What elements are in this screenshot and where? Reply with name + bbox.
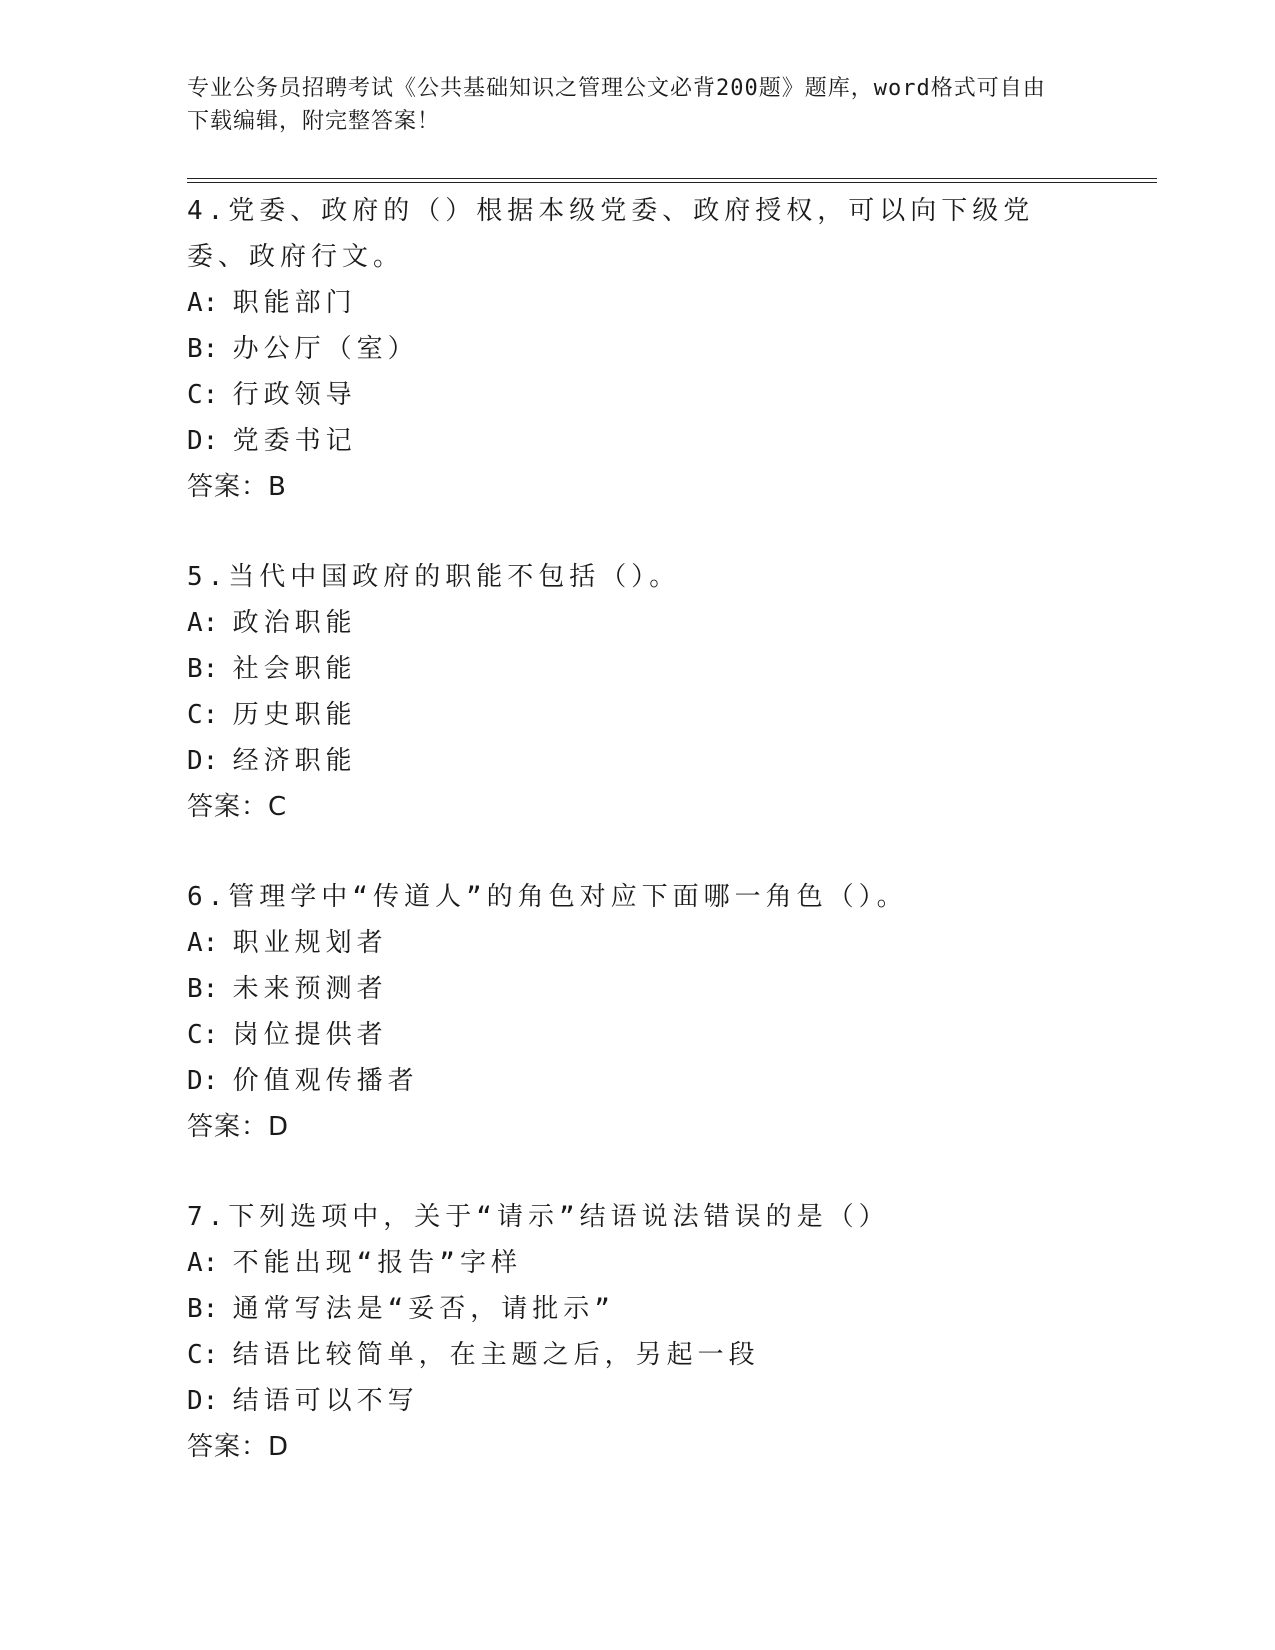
option-colon: :: [202, 608, 219, 638]
option-text: 价值观传播者: [232, 1066, 419, 1096]
question-item: [187, 874, 1067, 1150]
option-letter: D: [187, 1066, 203, 1096]
option-letter: D: [187, 1386, 203, 1416]
option-letter: B: [187, 1294, 203, 1324]
option-d: [187, 418, 1067, 464]
answer-label: 答案：D: [187, 1432, 290, 1462]
option-a: [187, 1240, 1067, 1286]
question-stem: 5.当代中国政府的职能不包括（）。: [187, 562, 681, 592]
question-item: [187, 554, 1067, 830]
option-a: [187, 280, 1067, 326]
option-colon: :: [202, 1248, 219, 1278]
option-text: 结语比较简单，在主题之后，另起一段: [232, 1340, 760, 1370]
option-letter: A: [187, 928, 203, 958]
option-text: 党委书记: [232, 426, 357, 456]
option-letter: B: [187, 334, 203, 364]
option-d: [187, 1058, 1067, 1104]
option-text: 未来预测者: [232, 974, 388, 1004]
option-letter: D: [187, 426, 203, 456]
option-c: [187, 692, 1067, 738]
option-letter: B: [187, 974, 203, 1004]
option-colon: :: [202, 1020, 219, 1050]
option-text: 职业规划者: [232, 928, 388, 958]
option-letter: D: [187, 746, 203, 776]
option-colon: :: [202, 1294, 219, 1324]
option-colon: :: [202, 974, 219, 1004]
option-text: 历史职能: [232, 700, 357, 730]
header-divider-top: [187, 178, 1157, 179]
option-text: 岗位提供者: [232, 1020, 388, 1050]
option-text: 结语可以不写: [232, 1386, 419, 1416]
option-d: [187, 738, 1067, 784]
option-b: [187, 646, 1067, 692]
option-b: [187, 966, 1067, 1012]
question-item: [187, 1194, 1067, 1470]
option-letter: C: [187, 700, 203, 730]
option-d: [187, 1378, 1067, 1424]
option-text: 职能部门: [232, 288, 357, 318]
option-b: [187, 1286, 1067, 1332]
option-text: 通常写法是“妥否，请批示”: [232, 1294, 615, 1324]
question-stem: 7.下列选项中，关于“请示”结语说法错误的是（）: [187, 1202, 890, 1232]
option-text: 行政领导: [232, 380, 357, 410]
answer-label: 答案：D: [187, 1112, 290, 1142]
option-text: 办公厅（室）: [232, 334, 419, 364]
option-letter: A: [187, 608, 203, 638]
option-letter: C: [187, 1340, 203, 1370]
option-colon: :: [202, 380, 219, 410]
option-colon: :: [202, 928, 219, 958]
answer-label: 答案：B: [187, 472, 287, 502]
option-colon: :: [202, 426, 219, 456]
option-letter: C: [187, 1020, 203, 1050]
option-a: [187, 920, 1067, 966]
option-text: 社会职能: [232, 654, 357, 684]
option-text: 不能出现“报告”字样: [232, 1248, 522, 1278]
question-stem: 4.党委、政府的（）根据本级党委、政府授权，可以向下级党委、政府行文。: [187, 196, 1035, 272]
option-c: [187, 1332, 1067, 1378]
option-colon: :: [202, 334, 219, 364]
document-intro: 专业公务员招聘考试《公共基础知识之管理公文必背200题》题库，word格式可自由下载编辑，附完整答案！: [187, 76, 1046, 134]
option-b: [187, 326, 1067, 372]
option-text: 政治职能: [232, 608, 357, 638]
option-colon: :: [202, 654, 219, 684]
answer-label: 答案：C: [187, 792, 288, 822]
option-text: 经济职能: [232, 746, 357, 776]
option-colon: :: [202, 288, 219, 318]
option-c: [187, 1012, 1067, 1058]
option-letter: A: [187, 1248, 203, 1278]
option-colon: :: [202, 746, 219, 776]
option-colon: :: [202, 1066, 219, 1096]
option-colon: :: [202, 1340, 219, 1370]
option-a: [187, 600, 1067, 646]
option-colon: :: [202, 700, 219, 730]
question-list: [187, 188, 1067, 1470]
option-colon: :: [202, 1386, 219, 1416]
option-letter: A: [187, 288, 203, 318]
option-letter: B: [187, 654, 203, 684]
header-divider-bottom: [187, 182, 1157, 183]
option-c: [187, 372, 1067, 418]
question-stem: 6.管理学中“传道人”的角色对应下面哪一角色（）。: [187, 882, 908, 912]
question-item: [187, 188, 1067, 510]
option-letter: C: [187, 380, 203, 410]
